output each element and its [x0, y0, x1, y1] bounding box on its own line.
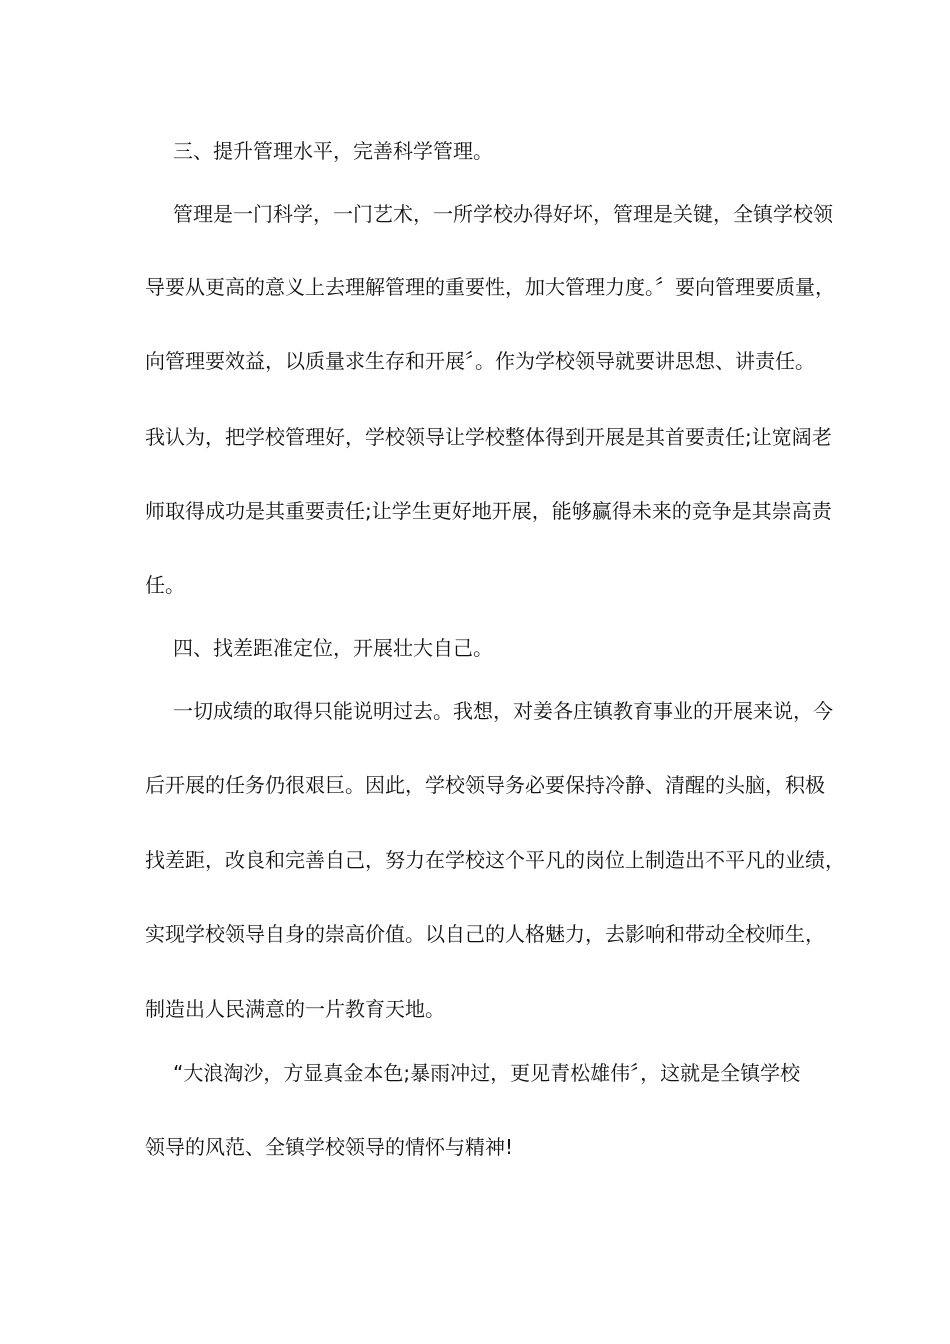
paragraph-line: 实现学校领导自身的崇高价值。以自己的人格魅力，去影响和带动全校师生， — [145, 922, 825, 946]
paragraph-line: 制造出人民满意的一片教育天地。 — [145, 997, 445, 1021]
closing-quote-line: “大浪淘沙，方显真金本色;暴雨冲过，更见青松雄伟〞，这就是全镇学校 — [173, 1061, 801, 1085]
paragraph-line: 管理是一门科学，一门艺术，一所学校办得好坏，管理是关键，全镇学校领 — [173, 202, 833, 226]
section-heading-4: 四、找差距准定位，开展壮大自己。 — [173, 636, 493, 660]
paragraph-line: 导要从更高的意义上去理解管理的重要性，加大管理力度。〞要向管理要质量， — [145, 275, 835, 299]
paragraph-line: 任。 — [145, 573, 185, 597]
paragraph-line: 找差距，改良和完善自己，努力在学校这个平凡的岗位上制造出不平凡的业绩， — [145, 848, 845, 872]
closing-line: 领导的风范、全镇学校领导的情怀与精神! — [145, 1135, 514, 1159]
paragraph-line: 后开展的任务仍很艰巨。因此，学校领导务必要保持冷静、清醒的头脑，积极 — [145, 773, 825, 797]
paragraph-line: 师取得成功是其重要责任;让学生更好地开展，能够赢得未来的竞争是其崇高责 — [145, 499, 832, 523]
paragraph-line: 一切成绩的取得只能说明过去。我想，对姜各庄镇教育事业的开展来说，今 — [173, 699, 833, 723]
paragraph-line: 向管理要效益，以质量求生存和开展〞。作为学校领导就要讲思想、讲责任。 — [145, 349, 815, 373]
section-heading-3: 三、提升管理水平，完善科学管理。 — [173, 139, 493, 163]
paragraph-line: 我认为，把学校管理好，学校领导让学校整体得到开展是其首要责任;让宽阔老 — [145, 425, 832, 449]
